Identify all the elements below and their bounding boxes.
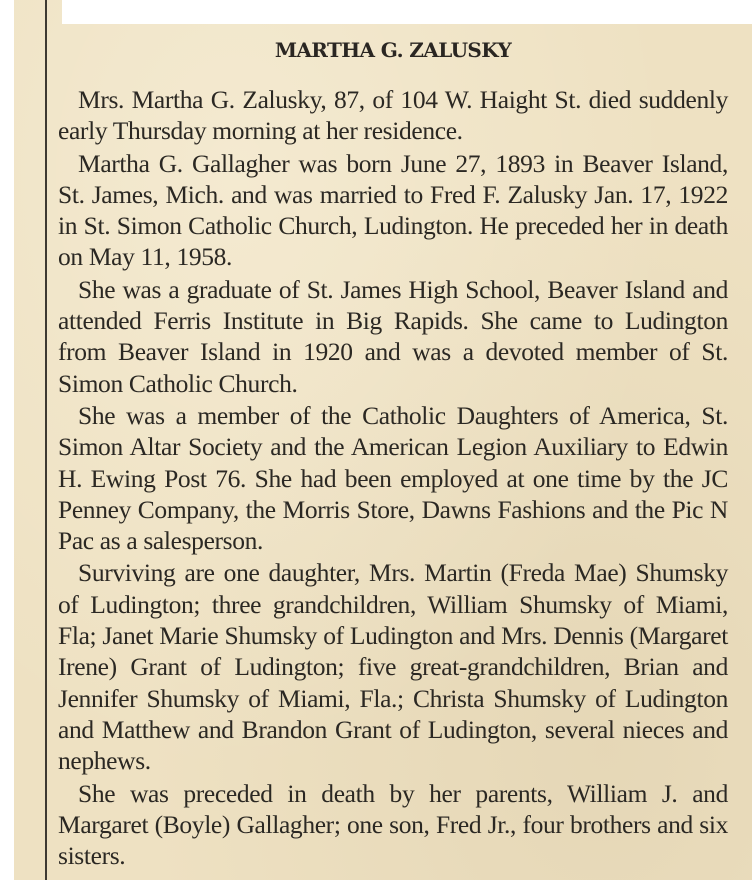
paragraph-death-notice: Mrs. Martha G. Zalusky, 87, of 104 W. Haight St. died suddenly early Thursday morning at her residence.	[58, 85, 728, 146]
paragraph-memberships-employment: She was a member of the Catholic Daughters of America, St. Simon Altar Society and the American Legion Auxiliary to Edwin H. Ewing Post 76. She had been employed at one time by the JC Penney Company, the Morris Store, Dawns Fashions and the Pic N Pac as a salesperson.	[58, 400, 728, 556]
paragraph-preceded-in-death: She was preceded in death by her parents, William J. and Margaret (Boyle) Gallagher; one son, Fred Jr., four brothers and six sisters.	[58, 778, 728, 871]
newspaper-clipping	[14, 0, 752, 880]
clipping-top-gap	[62, 0, 752, 24]
paragraph-birth-marriage: Martha G. Gallagher was born June 27, 1893 in Beaver Island, St. James, Mich. and was married to Fred F. Zalusky Jan. 17, 1922 in St. Simon Catholic Church, Ludington. He preceded her in death on May 11, 1958.	[58, 148, 728, 272]
paragraph-education: She was a graduate of St. James High School, Beaver Island and attended Ferris Institute in Big Rapids. She came to Ludington from Beaver Island in 1920 and was a devoted member of St. Simon Catholic Church.	[58, 274, 728, 398]
paragraph-survivors: Surviving are one daughter, Mrs. Martin (Freda Mae) Shumsky of Ludington; three grandchildren, William Shumsky of Miami, Fla; Janet Marie Shumsky of Ludington and Mrs. Dennis (Margaret Irene) Grant of Ludington; five great-grandchildren, Brian and Jennifer Shumsky of Miami, Fla.; Christa Shumsky of Ludington and Matthew and Brandon Grant of Ludington, several nieces and nephews.	[58, 558, 728, 776]
column-rule-left	[45, 0, 47, 880]
obituary-headline: MARTHA G. ZALUSKY	[274, 38, 512, 62]
obituary-article	[58, 36, 728, 872]
